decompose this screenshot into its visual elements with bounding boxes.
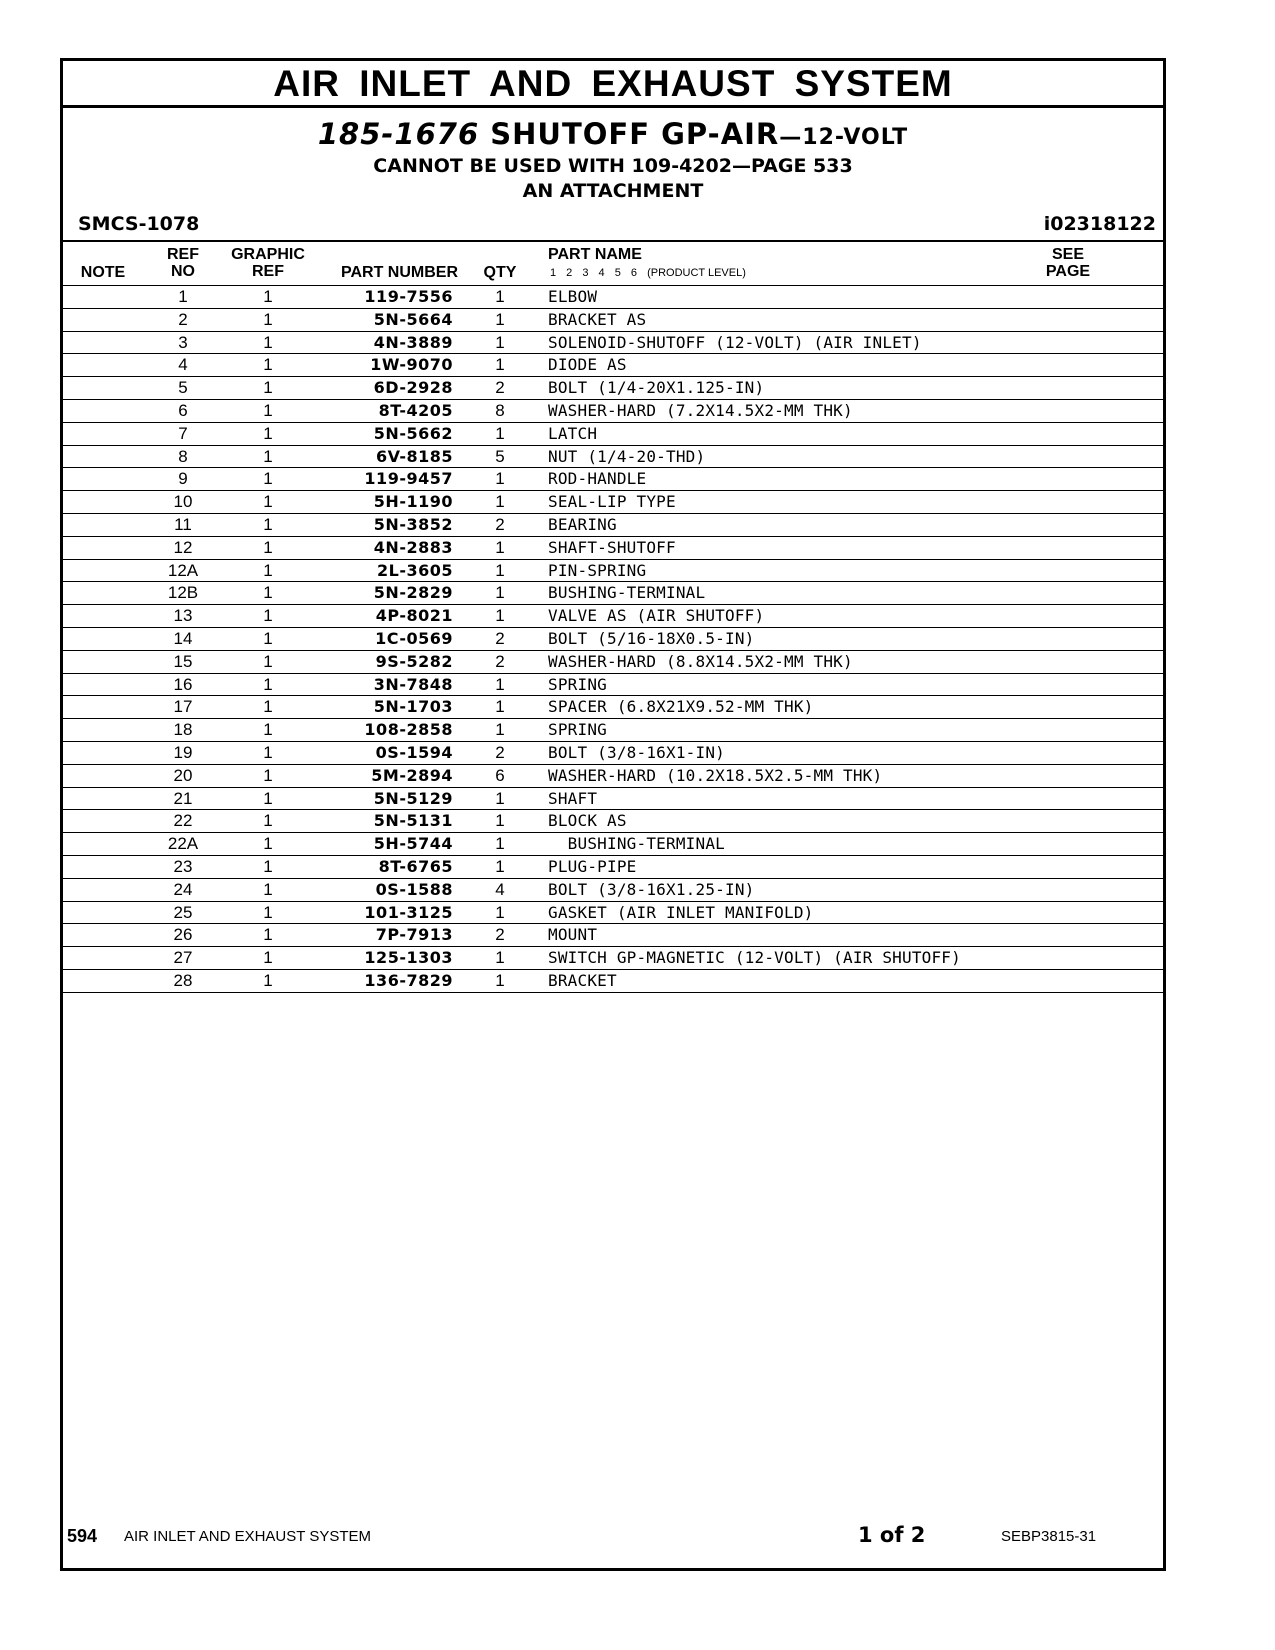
- graphic-ref: 1: [263, 811, 273, 831]
- group-title: [63, 117, 1163, 151]
- graphic-ref: 1: [263, 788, 273, 808]
- ref-number: 2: [178, 309, 188, 329]
- part-number: 6D-2928: [373, 378, 453, 398]
- quantity: 1: [495, 423, 505, 443]
- part-number: 3N-7848: [373, 674, 453, 694]
- part-number: 6V-8185: [375, 446, 453, 466]
- graphic-ref: 1: [263, 834, 273, 854]
- table-row: [63, 285, 1163, 308]
- quantity: 1: [495, 309, 505, 329]
- ref-number: 26: [173, 925, 193, 945]
- ref-number: 23: [173, 856, 193, 876]
- graphic-ref: 1: [263, 651, 273, 671]
- parts-table: [63, 285, 1163, 993]
- part-number: 136-7829: [364, 970, 453, 990]
- header-rule: [63, 240, 1163, 242]
- quantity: 1: [495, 355, 505, 375]
- quantity: 2: [495, 925, 505, 945]
- quantity: 1: [495, 720, 505, 740]
- quantity: 1: [495, 332, 505, 352]
- footer-page-number: 594: [67, 1526, 98, 1546]
- column-header-note: NOTE: [80, 264, 126, 281]
- part-name: WASHER-HARD (7.2X14.5X2-MM THK): [548, 400, 853, 420]
- column-header-graphic-line2: REF: [252, 263, 284, 280]
- part-number: 8T-4205: [378, 400, 453, 420]
- column-header-ref-line1: REF: [167, 246, 199, 263]
- ref-number: 21: [173, 788, 193, 808]
- graphic-ref: 1: [263, 423, 273, 443]
- part-name: SPRING: [548, 674, 607, 694]
- graphic-ref: 1: [263, 902, 273, 922]
- graphic-ref: 1: [263, 674, 273, 694]
- column-header-see-page: [1033, 246, 1103, 280]
- part-name: PIN-SPRING: [548, 560, 647, 580]
- illustration-id: i02318122: [1043, 213, 1156, 235]
- part-number: 125-1303: [364, 948, 453, 968]
- part-number: 2L-3605: [377, 560, 453, 580]
- column-header-qty: QTY: [483, 264, 517, 281]
- quantity: 1: [495, 674, 505, 694]
- table-row: [63, 445, 1163, 468]
- ref-number: 10: [173, 492, 193, 512]
- column-header-part-number: PART NUMBER: [340, 264, 458, 281]
- graphic-ref: 1: [263, 970, 273, 990]
- ref-number: 18: [173, 720, 193, 740]
- quantity: 5: [495, 446, 505, 466]
- quantity: 1: [495, 606, 505, 626]
- table-row: [63, 878, 1163, 901]
- quantity: 1: [495, 970, 505, 990]
- graphic-ref: 1: [263, 514, 273, 534]
- part-number: 5N-5662: [373, 423, 453, 443]
- table-row: [63, 695, 1163, 718]
- ref-number: 17: [173, 697, 193, 717]
- part-number: 108-2858: [364, 720, 453, 740]
- ref-number: 27: [173, 948, 193, 968]
- table-row: [63, 604, 1163, 627]
- ref-number: 28: [173, 970, 193, 990]
- ref-number: 19: [173, 742, 193, 762]
- part-name: SPRING: [548, 720, 607, 740]
- table-row: [63, 673, 1163, 696]
- column-header-graphic-ref: [223, 246, 313, 280]
- quantity: 2: [495, 651, 505, 671]
- quantity: 1: [495, 811, 505, 831]
- ref-number: 15: [173, 651, 193, 671]
- part-name: SWITCH GP-MAGNETIC (12-VOLT) (AIR SHUTOFF): [548, 948, 961, 968]
- table-row: [63, 376, 1163, 399]
- part-number: 5N-1703: [373, 697, 453, 717]
- quantity: 1: [495, 856, 505, 876]
- graphic-ref: 1: [263, 469, 273, 489]
- table-row: [63, 331, 1163, 354]
- graphic-ref: 1: [263, 583, 273, 603]
- part-number: 101-3125: [364, 902, 453, 922]
- graphic-ref: 1: [263, 446, 273, 466]
- ref-number: 7: [178, 423, 188, 443]
- part-number: 1C-0569: [375, 628, 453, 648]
- part-number: 4P-8021: [375, 606, 453, 626]
- part-number: 119-7556: [364, 287, 453, 306]
- ref-number: 20: [173, 765, 193, 785]
- product-level-label: (PRODUCT LEVEL): [647, 267, 746, 279]
- part-name: SEAL-LIP TYPE: [548, 492, 676, 512]
- quantity: 1: [495, 948, 505, 968]
- column-header-see-line2: PAGE: [1045, 263, 1091, 280]
- ref-number: 22: [173, 811, 193, 831]
- quantity: 4: [495, 879, 505, 899]
- graphic-ref: 1: [263, 560, 273, 580]
- part-name: BRACKET: [548, 970, 617, 990]
- group-name: SHUTOFF GP-AIR: [490, 117, 780, 151]
- graphic-ref: 1: [263, 925, 273, 945]
- part-number: 7P-7913: [375, 925, 453, 945]
- ref-number: 11: [174, 514, 192, 534]
- footer-section-title: AIR INLET AND EXHAUST SYSTEM: [124, 1528, 372, 1545]
- smcs-code: SMCS-1078: [78, 213, 200, 235]
- quantity: 1: [495, 788, 505, 808]
- column-header-see-line1: SEE: [1051, 246, 1084, 263]
- part-name: BUSHING-TERMINAL: [548, 583, 706, 603]
- graphic-ref: 1: [263, 948, 273, 968]
- table-row: [63, 399, 1163, 422]
- graphic-ref: 1: [263, 355, 273, 375]
- graphic-ref: 1: [263, 879, 273, 899]
- part-name: SOLENOID-SHUTOFF (12-VOLT) (AIR INLET): [548, 332, 922, 352]
- table-row: [63, 809, 1163, 832]
- quantity: 8: [495, 400, 505, 420]
- part-name: LATCH: [548, 423, 598, 443]
- ref-number: 5: [178, 378, 188, 398]
- ref-number: 1: [178, 287, 188, 306]
- ref-number: 14: [173, 628, 193, 648]
- graphic-ref: 1: [263, 742, 273, 762]
- part-name: SHAFT-SHUTOFF: [548, 537, 676, 557]
- part-name: BLOCK AS: [548, 811, 627, 831]
- ref-number: 12B: [167, 583, 199, 603]
- group-note-line-1: CANNOT BE USED WITH 109-4202—PAGE 533: [373, 155, 853, 177]
- quantity: 1: [495, 902, 505, 922]
- column-header-graphic-line1: GRAPHIC: [231, 246, 305, 263]
- part-name: BOLT (3/8-16X1.25-IN): [548, 879, 755, 899]
- table-row: [63, 946, 1163, 969]
- part-name: GASKET (AIR INLET MANIFOLD): [548, 902, 814, 922]
- graphic-ref: 1: [263, 332, 273, 352]
- part-number: 5N-3852: [373, 514, 453, 534]
- table-row: [63, 353, 1163, 376]
- part-name: MOUNT: [548, 925, 598, 945]
- group-note-line-2: AN ATTACHMENT: [522, 180, 704, 202]
- part-number: 4N-2883: [373, 537, 453, 557]
- ref-number: 16: [173, 674, 193, 694]
- part-name: ROD-HANDLE: [548, 469, 647, 489]
- table-row: [63, 650, 1163, 673]
- part-name: DIODE AS: [548, 355, 627, 375]
- part-number: 8T-6765: [378, 856, 453, 876]
- table-row: [63, 627, 1163, 650]
- quantity: 6: [495, 765, 505, 785]
- part-name: ELBOW: [548, 287, 598, 306]
- part-number: 5N-5129: [373, 788, 453, 808]
- table-row: [63, 559, 1163, 582]
- section-title: AIR INLET AND EXHAUST SYSTEM: [63, 61, 1163, 108]
- ref-number: 3: [178, 332, 188, 352]
- table-row: [63, 923, 1163, 946]
- graphic-ref: 1: [263, 720, 273, 740]
- quantity: 1: [495, 492, 505, 512]
- footer-sheet-count: 1 of 2: [858, 1523, 926, 1547]
- graphic-ref: 1: [263, 856, 273, 876]
- part-number: 5N-5664: [373, 309, 453, 329]
- part-number: 9S-5282: [375, 651, 453, 671]
- quantity: 1: [495, 560, 505, 580]
- table-row: [63, 741, 1163, 764]
- part-name: SPACER (6.8X21X9.52-MM THK): [548, 697, 814, 717]
- ref-number: 6: [178, 400, 188, 420]
- parts-page-frame: [60, 58, 1166, 1571]
- part-name: BEARING: [548, 514, 617, 534]
- quantity: 1: [495, 469, 505, 489]
- product-level-numbers: 1 2 3 4 5 6: [550, 267, 637, 279]
- ref-number: 13: [173, 606, 193, 626]
- part-number: 5H-5744: [373, 834, 453, 854]
- column-header-part-name: PART NAME: [548, 246, 642, 263]
- footer-publication-number: SEBP3815-31: [1001, 1528, 1097, 1545]
- table-row: [63, 969, 1163, 993]
- table-row: [63, 422, 1163, 445]
- graphic-ref: 1: [263, 378, 273, 398]
- quantity: 2: [495, 742, 505, 762]
- table-row: [63, 581, 1163, 604]
- part-name: NUT (1/4-20-THD): [548, 446, 706, 466]
- graphic-ref: 1: [263, 606, 273, 626]
- quantity: 1: [495, 834, 505, 854]
- ref-number: 25: [173, 902, 193, 922]
- quantity: 1: [495, 583, 505, 603]
- table-row: [63, 513, 1163, 536]
- part-number: 0S-1588: [375, 879, 453, 899]
- product-levels: [550, 267, 746, 279]
- table-row: [63, 764, 1163, 787]
- table-row: [63, 832, 1163, 855]
- graphic-ref: 1: [263, 309, 273, 329]
- table-row: [63, 308, 1163, 331]
- quantity: 1: [495, 287, 505, 306]
- part-number: 5H-1190: [373, 492, 453, 512]
- graphic-ref: 1: [263, 400, 273, 420]
- quantity: 1: [495, 697, 505, 717]
- part-number: 5N-5131: [373, 811, 453, 831]
- graphic-ref: 1: [263, 628, 273, 648]
- part-number: 1W-9070: [370, 355, 453, 375]
- quantity: 2: [495, 628, 505, 648]
- quantity: 1: [495, 537, 505, 557]
- part-name: WASHER-HARD (10.2X18.5X2.5-MM THK): [548, 765, 883, 785]
- ref-number: 12A: [167, 560, 199, 580]
- table-row: [63, 536, 1163, 559]
- graphic-ref: 1: [263, 492, 273, 512]
- table-row: [63, 467, 1163, 490]
- table-row: [63, 787, 1163, 810]
- ref-number: 9: [178, 469, 188, 489]
- graphic-ref: 1: [263, 697, 273, 717]
- quantity: 2: [495, 378, 505, 398]
- column-header-ref-line2: NO: [171, 263, 195, 280]
- part-name: BUSHING-TERMINAL: [548, 834, 725, 854]
- graphic-ref: 1: [263, 287, 273, 306]
- ref-number: 22A: [167, 834, 199, 854]
- graphic-ref: 1: [263, 765, 273, 785]
- ref-number: 12: [173, 537, 193, 557]
- part-name: WASHER-HARD (8.8X14.5X2-MM THK): [548, 651, 853, 671]
- table-row: [63, 855, 1163, 878]
- ref-number: 8: [178, 446, 188, 466]
- group-number: 185-1676: [317, 117, 480, 151]
- quantity: 2: [495, 514, 505, 534]
- part-number: 5M-2894: [371, 765, 453, 785]
- part-name: BOLT (3/8-16X1-IN): [548, 742, 725, 762]
- part-number: 119-9457: [364, 469, 453, 489]
- graphic-ref: 1: [263, 537, 273, 557]
- table-row: [63, 901, 1163, 924]
- part-number: 4N-3889: [373, 332, 453, 352]
- table-row: [63, 718, 1163, 741]
- part-name: PLUG-PIPE: [548, 856, 637, 876]
- part-name: BOLT (5/16-18X0.5-IN): [548, 628, 755, 648]
- part-number: 5N-2829: [373, 583, 453, 603]
- table-row: [63, 490, 1163, 513]
- part-number: 0S-1594: [375, 742, 453, 762]
- group-suffix: —12-VOLT: [779, 125, 909, 150]
- ref-number: 24: [173, 879, 193, 899]
- column-header-ref: [158, 246, 208, 280]
- ref-number: 4: [178, 355, 188, 375]
- part-name: SHAFT: [548, 788, 598, 808]
- part-name: VALVE AS (AIR SHUTOFF): [548, 606, 765, 626]
- part-name: BRACKET AS: [548, 309, 647, 329]
- part-name: BOLT (1/4-20X1.125-IN): [548, 378, 765, 398]
